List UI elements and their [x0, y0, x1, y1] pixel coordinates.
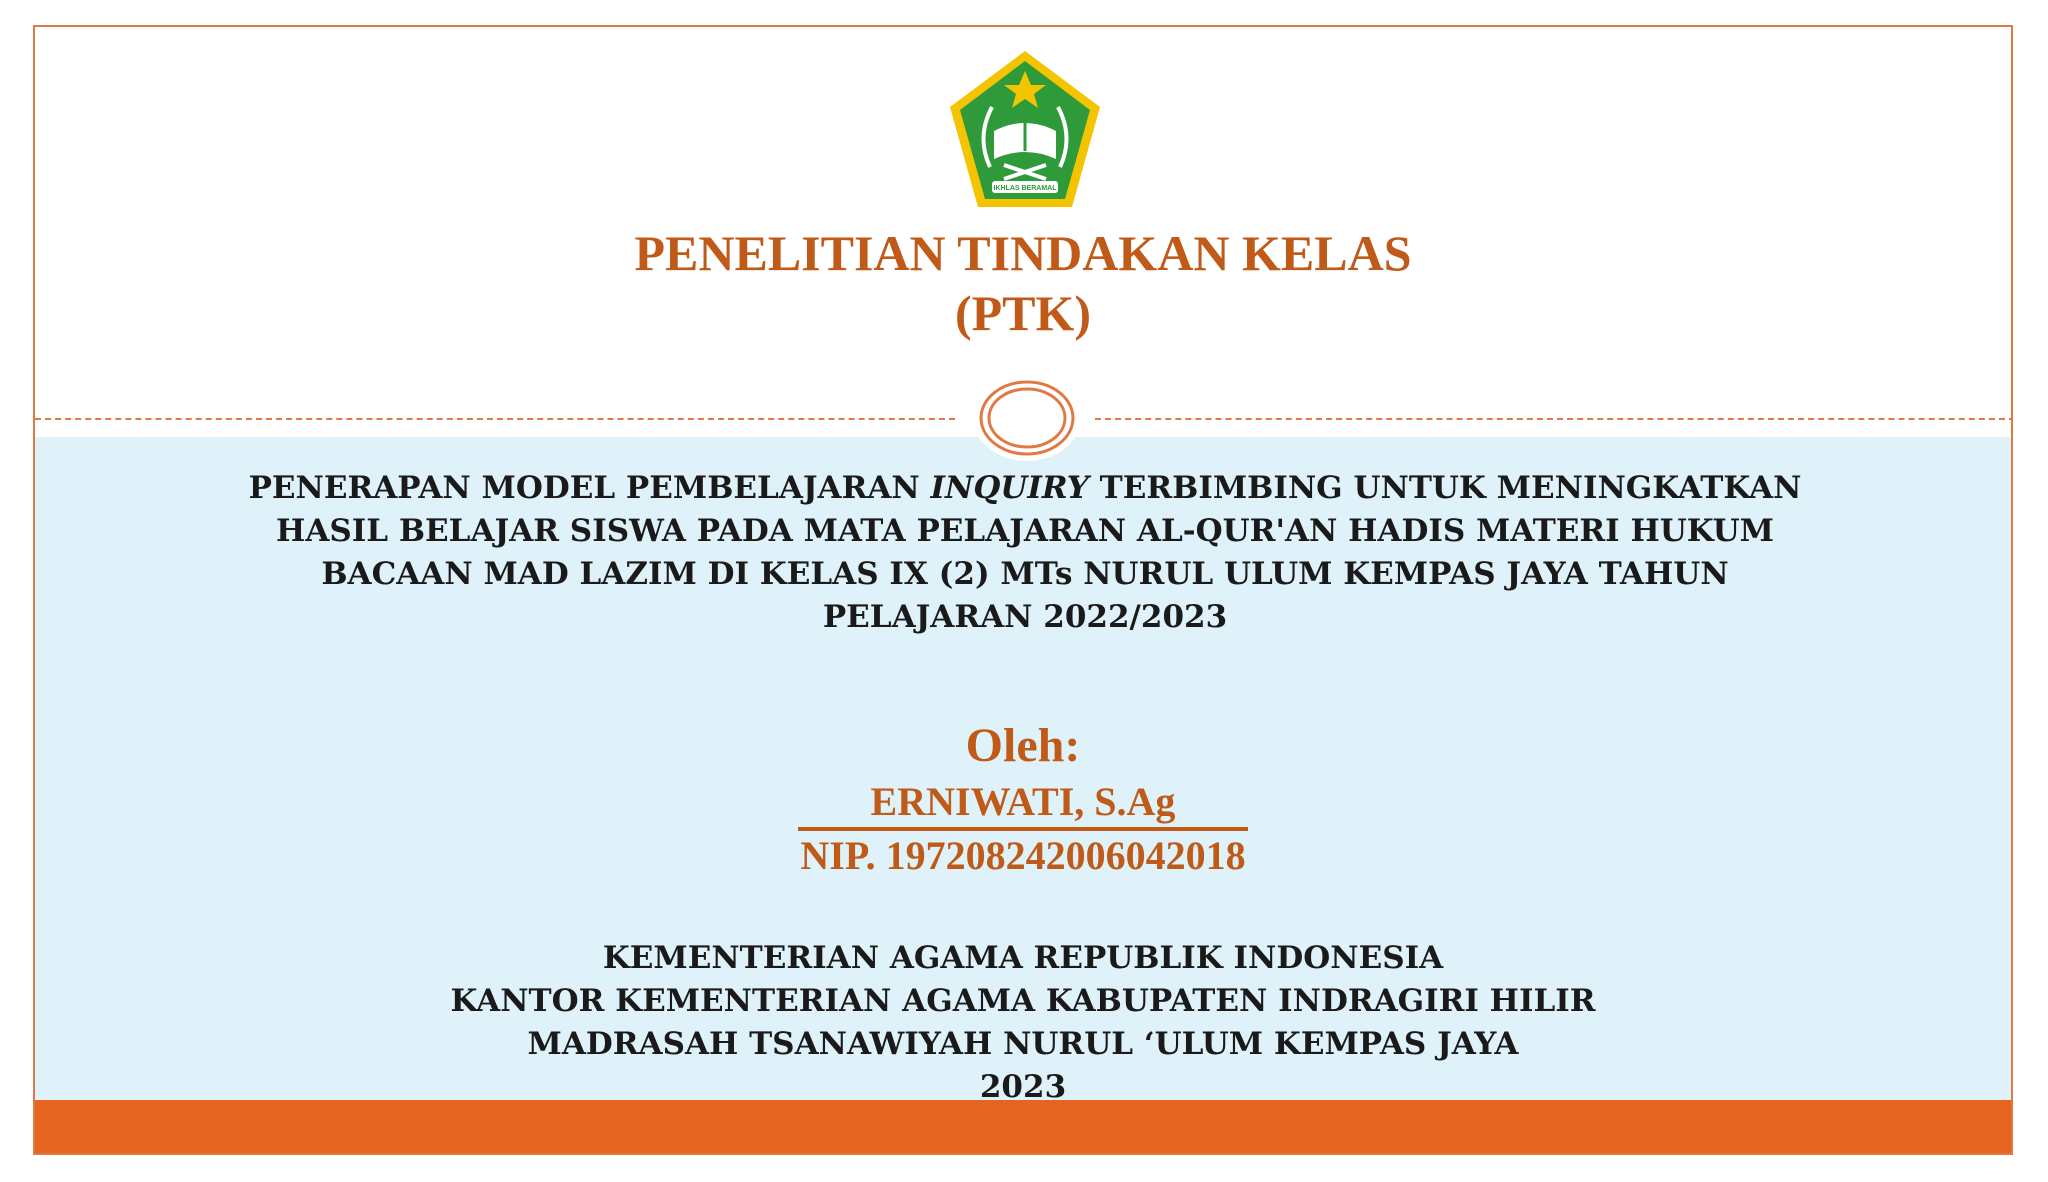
title-line-1: PENELITIAN TINDAKAN KELAS [634, 225, 1412, 281]
by-label: Oleh: [965, 719, 1081, 772]
slide-title [35, 223, 2011, 343]
institution-year: 2023 [979, 1069, 1067, 1105]
institution-line-1: KEMENTERIAN AGAMA REPUBLIK INDONESIA [602, 940, 1444, 976]
research-title-italic: INQUIRY [930, 470, 1089, 506]
logo-motto: IKHLAS BERAMAL [993, 185, 1057, 192]
kemenag-emblem-icon [946, 47, 1104, 213]
institution-block [35, 937, 2011, 1109]
title-line-2: (PTK) [954, 285, 1092, 341]
divider-right [1095, 418, 2013, 420]
research-title-line-1 [175, 467, 1875, 510]
oval-ornament-icon [972, 373, 1082, 463]
research-title-line-3: BACAAN MAD LAZIM DI KELAS IX (2) MTs NURUL ULUM KEMPAS JAYA TAHUN [321, 556, 1729, 592]
author-block [35, 715, 2011, 881]
research-title [175, 467, 1875, 639]
author-name: ERNIWATI, S.Ag [870, 779, 1176, 824]
research-title-line-4: PELAJARAN 2022/2023 [822, 599, 1228, 635]
divider-left [35, 418, 955, 420]
research-title-text: TERBIMBING UNTUK MENINGKATKAN [1088, 470, 1802, 506]
research-title-text: PENERAPAN MODEL PEMBELAJARAN [248, 470, 931, 506]
slide-frame [33, 25, 2013, 1155]
institution-line-2: KANTOR KEMENTERIAN AGAMA KABUPATEN INDRAGIRI HILIR [450, 983, 1596, 1019]
research-title-line-2: HASIL BELAJAR SISWA PADA MATA PELAJARAN AL-QUR'AN HADIS MATERI HUKUM [276, 513, 1774, 549]
institution-line-3: MADRASAH TSANAWIYAH NURUL ‘ULUM KEMPAS JAYA [527, 1026, 1519, 1062]
author-nip: NIP. 197208242006042018 [798, 827, 1247, 881]
